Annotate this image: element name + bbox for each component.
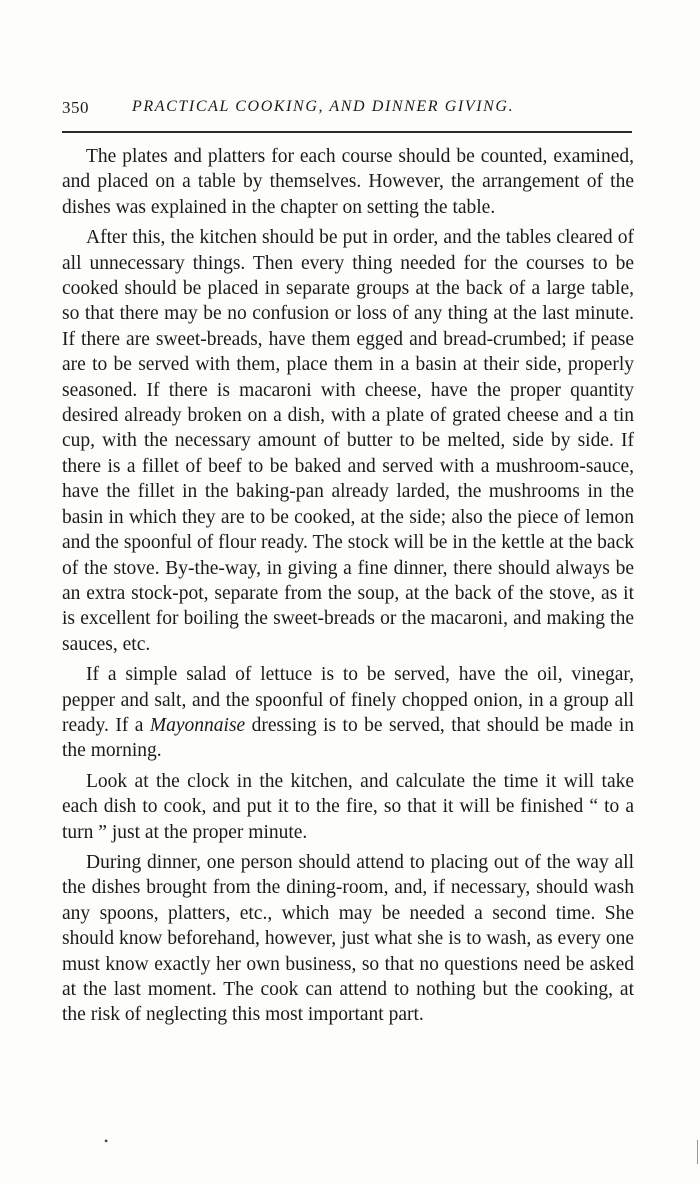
header-rule [62,131,632,133]
mayonnaise-emphasis: Mayonnaise [149,714,246,736]
running-title: PRACTICAL COOKING, AND DINNER GIVING. [132,98,515,115]
salad-text-after: dressing is to be served, that should be made in the morning. [62,714,635,762]
paragraph-clock: Look at the clock in the kitchen, and calculate the time it will take each dish to cook, and put it to the fire, so that it will be finished “ to a turn ” just at the proper minute. [62,770,634,843]
paragraph-during-dinner: During dinner, one person should attend to placing out of the way all the dishes brought from the dining-room, and, if necessary, should wash any spoons, platters, etc., which may be needed a second time. She should know beforehand, however, just what she is to wash, as every one must know exactly her own business, so that no questions need be asked at the last moment. The cook can attend to nothing but the cooking, at the risk of neglecting this most important part. [62,851,634,1026]
body-text [62,144,634,1033]
stray-dot-mark: • [104,1134,109,1148]
page-number: 350 [62,98,89,117]
page-edge-line [697,1140,698,1164]
paragraph-plates: The plates and platters for each course should be counted, examined, and placed on a table by themselves. However, the arrangement of the dishes was explained in the chapter on setting the table. [62,146,634,218]
salad-text-before: If a simple salad of lettuce is to be served, have the oil, vinegar, pepper and salt, and the spoonful of finely chopped onion, in a group all ready. If a [62,664,634,736]
running-head [62,98,634,124]
paragraph-salad [62,662,634,764]
paragraph-kitchen-order: After this, the kitchen should be put in order, and the tables cleared of all unnecessary things. Then every thing needed for the courses to be cooked should be placed in separate groups at the back of a large table, so that there may be no confusion or loss of any thing at the last minute. If there are sweet-breads, have them egged and bread-crumbed; if pease are to be served with them, place them in a basin at their side, properly seasoned. If there is macaroni with cheese, have the proper quantity desired already broken on a dish, with a plate of grated cheese and a tin cup, with the necessary amount of butter to be melted, side by side. If there is a fillet of beef to be baked and served with a mushroom-sauce, have the fillet in the baking-pan already larded, the mushrooms in the basin in which they are to be cooked, at the side; also the piece of lemon and the spoonful of flour ready. The stock will be in the kettle at the back of the stove. By-the-way, in giving a fine dinner, there should always be an extra stock-pot, separate from the soup, at the back of the stove, as it is excellent for boiling the sweet-breads or the macaroni, and making the sauces, etc. [62,227,634,655]
